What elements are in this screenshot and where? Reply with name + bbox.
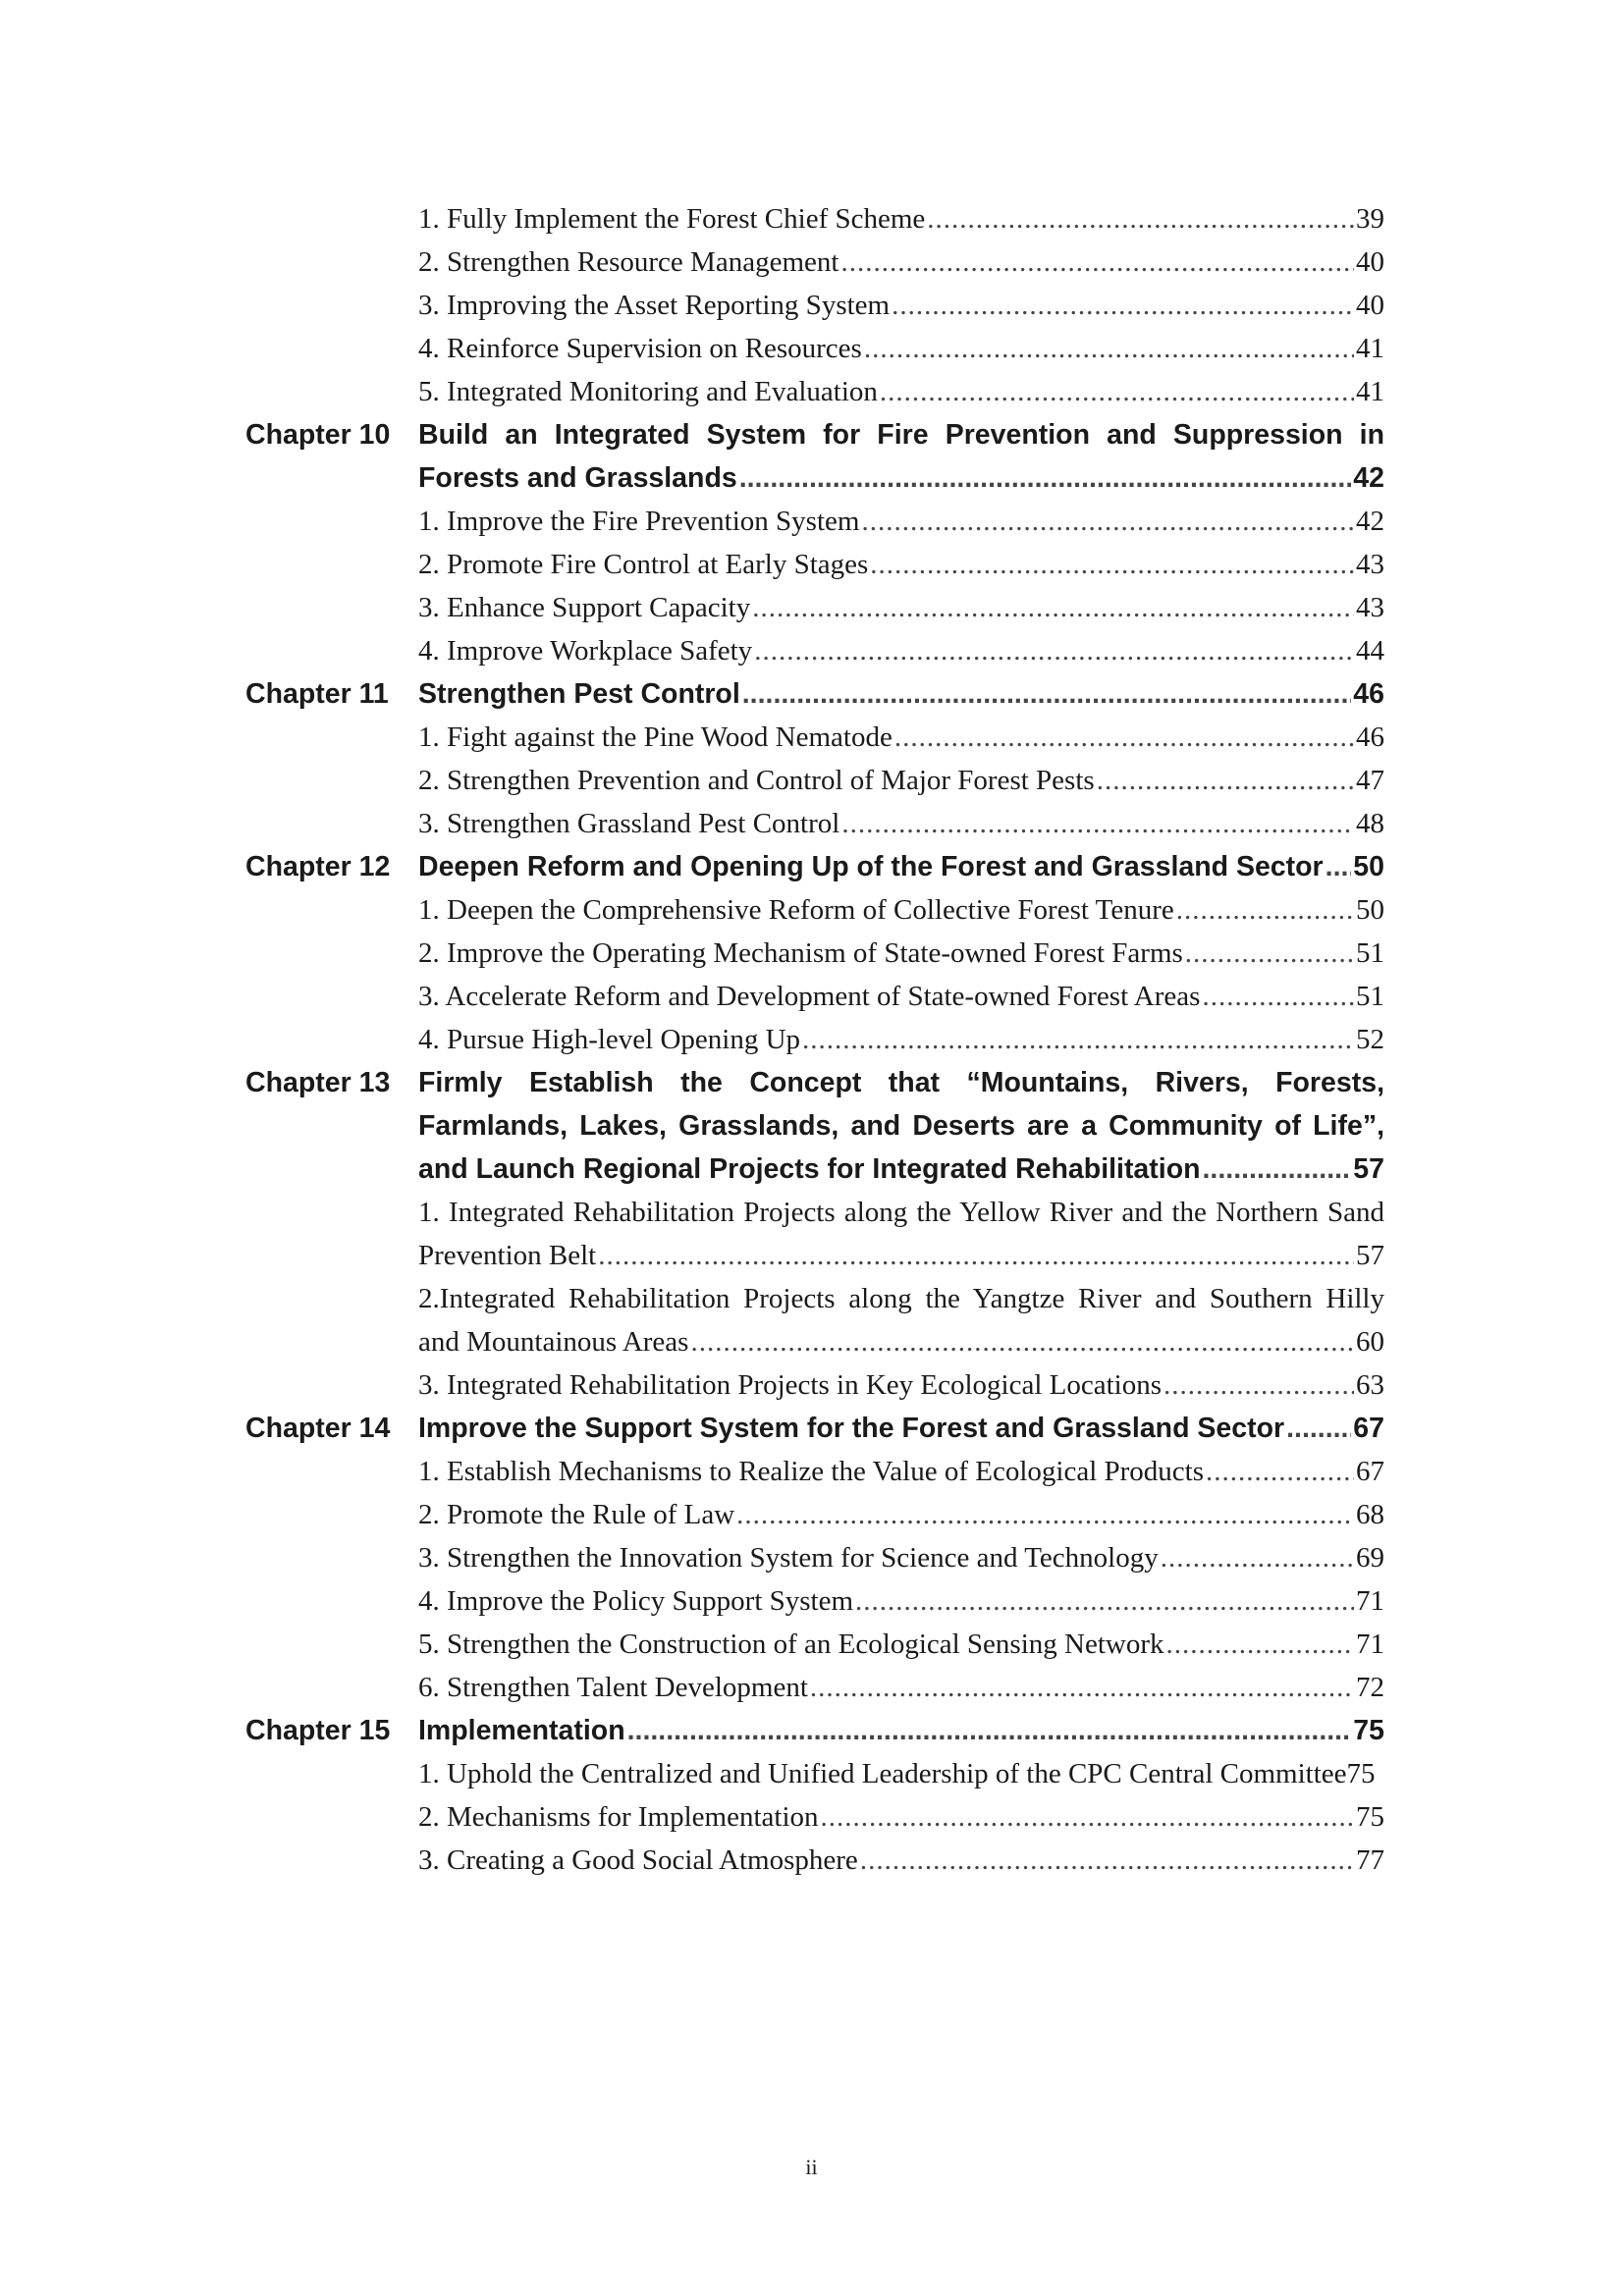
dot-leader — [841, 802, 1354, 845]
toc-entry[interactable] — [418, 543, 1384, 586]
toc-entry[interactable] — [418, 629, 1384, 672]
toc-entry-title: 5. Strengthen the Construction of an Ecological Sensing Network — [418, 1629, 1164, 1660]
dot-leader — [739, 456, 1352, 500]
dot-leader — [860, 1839, 1354, 1882]
toc-entry[interactable] — [418, 932, 1384, 975]
toc-entry[interactable] — [418, 1277, 1384, 1363]
chapter-label: Chapter 11 — [245, 678, 389, 710]
toc-entry-page: 71 — [1356, 1585, 1384, 1617]
toc-entry-page: 42 — [1356, 506, 1384, 537]
toc-entry-title: 1. Improve the Fire Prevention System — [418, 506, 860, 537]
toc-entry-page: 39 — [1356, 203, 1384, 235]
toc-entry-title-line: Prevention Belt — [418, 1240, 597, 1271]
toc-entry-title: 4. Pursue High-level Opening Up — [418, 1024, 801, 1055]
toc-entry-title-line: and Mountainous Areas — [418, 1326, 689, 1358]
toc-entry[interactable] — [418, 1795, 1384, 1839]
dot-leader — [1286, 1407, 1351, 1450]
toc-entry-title: 2. Promote the Rule of Law — [418, 1499, 735, 1530]
chapter-title: Deepen Reform and Opening Up of the Forest and Grassland Sector — [418, 851, 1324, 882]
dot-leader — [1325, 845, 1352, 888]
toc-entry[interactable] — [418, 1493, 1384, 1536]
toc-entry-page: 75 — [1346, 1758, 1376, 1789]
dot-leader — [1166, 1623, 1355, 1666]
dot-leader — [1176, 888, 1354, 932]
toc-entry[interactable] — [418, 1450, 1384, 1493]
toc-entry-page: 63 — [1356, 1369, 1384, 1401]
toc-entry[interactable] — [418, 802, 1384, 845]
toc-entry-title: 1. Deepen the Comprehensive Reform of Collective Forest Tenure — [418, 894, 1174, 926]
chapter-label: Chapter 12 — [245, 851, 391, 882]
toc-entry-page: 46 — [1353, 678, 1384, 710]
toc-entry-page: 75 — [1356, 1801, 1384, 1833]
toc-entry-page: 50 — [1356, 894, 1384, 926]
toc-entry[interactable] — [418, 1623, 1384, 1666]
toc-entry-page: 46 — [1356, 721, 1384, 753]
toc-entry-page: 40 — [1356, 290, 1384, 321]
toc-entry-title: 4. Reinforce Supervision on Resources — [418, 333, 862, 364]
chapter-title-line: Farmlands, Lakes, Grasslands, and Deserts are a Community of Life”, — [418, 1110, 1384, 1142]
toc-entry-title: 3. Integrated Rehabilitation Projects in Key Ecological Locations — [418, 1369, 1163, 1401]
toc-entry-title: 3. Improving the Asset Reporting System — [418, 290, 891, 321]
chapter-title-line: and Launch Regional Projects for Integrated Rehabilitation — [418, 1153, 1201, 1185]
toc-entry-title: 1. Uphold the Centralized and Unified Leadership of the CPC Central Committee — [418, 1758, 1347, 1789]
chapter-title-line: Forests and Grasslands — [418, 462, 737, 494]
dot-leader — [1202, 975, 1354, 1018]
toc-entry-page: 51 — [1356, 981, 1384, 1012]
dot-leader — [1185, 932, 1354, 975]
toc-chapter-15[interactable] — [245, 1709, 1384, 1752]
toc-entry-page: 41 — [1356, 376, 1384, 407]
toc-entry-page: 42 — [1353, 462, 1384, 494]
toc-entry-page: 57 — [1356, 1240, 1384, 1271]
chapter-title-line: Build an Integrated System for Fire Prevention and Suppression in — [418, 419, 1384, 451]
toc-entry[interactable] — [418, 284, 1384, 327]
toc-entry-title: 5. Integrated Monitoring and Evaluation — [418, 376, 878, 407]
toc-entry-title: 3. Enhance Support Capacity — [418, 592, 751, 623]
toc-entry-title: 1. Establish Mechanisms to Realize the Value of Ecological Products — [418, 1456, 1205, 1487]
dot-leader — [742, 672, 1352, 716]
toc-entry[interactable] — [418, 240, 1384, 284]
toc-entry-page: 43 — [1356, 549, 1384, 580]
toc-entry-page: 67 — [1353, 1413, 1384, 1444]
toc-entry-page: 40 — [1356, 246, 1384, 278]
toc-entry[interactable] — [418, 1839, 1384, 1882]
dot-leader — [1163, 1363, 1354, 1407]
dot-leader — [690, 1320, 1354, 1363]
toc-entry-page: 51 — [1356, 937, 1384, 969]
chapter-label: Chapter 13 — [245, 1067, 391, 1098]
page-number: ii — [805, 2155, 818, 2179]
toc-entry-page: 41 — [1356, 333, 1384, 364]
dot-leader — [855, 1579, 1354, 1623]
toc-entry[interactable] — [418, 327, 1384, 370]
toc-entry-title: 2. Improve the Operating Mechanism of State-owned Forest Farms — [418, 937, 1183, 969]
dot-leader — [810, 1666, 1354, 1709]
toc-entry-page: 43 — [1356, 592, 1384, 623]
toc-entry[interactable] — [418, 975, 1384, 1018]
dot-leader — [927, 197, 1354, 240]
dot-leader — [894, 716, 1354, 759]
toc-entry-title: 2. Strengthen Resource Management — [418, 246, 839, 278]
toc-entry-page: 68 — [1356, 1499, 1384, 1530]
chapter-label: Chapter 14 — [245, 1413, 391, 1444]
toc-entry-page: 72 — [1356, 1672, 1384, 1703]
toc-entry-title: 1. Fully Implement the Forest Chief Scheme — [418, 203, 926, 235]
toc-chapter-11[interactable] — [245, 672, 1384, 716]
toc-entry-title: 2. Promote Fire Control at Early Stages — [418, 549, 869, 580]
dot-leader — [1206, 1450, 1354, 1493]
toc-entry[interactable] — [418, 1191, 1384, 1277]
toc-entry[interactable] — [418, 1752, 1384, 1795]
dot-leader — [1097, 759, 1354, 802]
dot-leader — [840, 240, 1354, 284]
toc-entry-page: 50 — [1353, 851, 1384, 882]
dot-leader — [754, 629, 1354, 672]
toc-entry-title: 4. Improve Workplace Safety — [418, 635, 753, 667]
dot-leader — [1161, 1536, 1354, 1579]
toc-entry-page: 44 — [1356, 635, 1384, 667]
toc-entry-title: 1. Fight against the Pine Wood Nematode — [418, 721, 893, 753]
toc-entry-page: 67 — [1356, 1456, 1384, 1487]
chapter-title-line: Firmly Establish the Concept that “Mountains, Rivers, Forests, — [418, 1067, 1384, 1098]
toc-entry[interactable] — [418, 1536, 1384, 1579]
toc-entry-page: 71 — [1356, 1629, 1384, 1660]
toc-entry[interactable] — [418, 759, 1384, 802]
dot-leader — [861, 500, 1354, 543]
toc-entry[interactable] — [418, 1018, 1384, 1061]
table-of-contents — [245, 197, 1384, 1882]
toc-entry-page: 77 — [1356, 1844, 1384, 1876]
dot-leader — [1203, 1148, 1352, 1191]
toc-entry-title-line: 1. Integrated Rehabilitation Projects along the Yellow River and the Northern Sand — [418, 1197, 1384, 1228]
chapter-label: Chapter 10 — [245, 419, 391, 451]
toc-entry[interactable] — [418, 197, 1384, 240]
dot-leader — [864, 327, 1354, 370]
toc-chapter-10[interactable] — [245, 413, 1384, 500]
chapter-title: Strengthen Pest Control — [418, 678, 740, 710]
toc-chapter-13[interactable] — [245, 1061, 1384, 1191]
toc-entry-page: 75 — [1353, 1715, 1384, 1746]
toc-entry-title: 3. Strengthen the Innovation System for Science and Technology — [418, 1542, 1159, 1574]
toc-entry-title: 2. Mechanisms for Implementation — [418, 1801, 819, 1833]
dot-leader — [627, 1709, 1352, 1752]
dot-leader — [870, 543, 1354, 586]
toc-entry-page: 60 — [1356, 1326, 1384, 1358]
dot-leader — [802, 1018, 1354, 1061]
chapter-label: Chapter 15 — [245, 1715, 391, 1746]
dot-leader — [752, 586, 1354, 629]
toc-entry[interactable] — [418, 500, 1384, 543]
toc-entry[interactable] — [418, 1579, 1384, 1623]
dot-leader — [880, 370, 1354, 413]
toc-entry-page: 69 — [1356, 1542, 1384, 1574]
dot-leader — [892, 284, 1354, 327]
toc-entry-page: 57 — [1353, 1153, 1384, 1185]
toc-entry[interactable] — [418, 1363, 1384, 1407]
dot-leader — [598, 1234, 1354, 1277]
toc-entry-page: 48 — [1356, 808, 1384, 839]
toc-entry-title: 2. Strengthen Prevention and Control of Major Forest Pests — [418, 765, 1095, 796]
toc-entry[interactable] — [418, 1666, 1384, 1709]
toc-entry-title: 3. Accelerate Reform and Development of State-owned Forest Areas — [418, 981, 1201, 1012]
dot-leader — [736, 1493, 1354, 1536]
toc-chapter-14[interactable] — [245, 1407, 1384, 1450]
dot-leader — [821, 1795, 1354, 1839]
toc-entry[interactable] — [418, 586, 1384, 629]
toc-entry[interactable] — [418, 716, 1384, 759]
toc-entry[interactable] — [418, 888, 1384, 932]
toc-entry-page: 52 — [1356, 1024, 1384, 1055]
toc-entry-title-line: 2.Integrated Rehabilitation Projects along the Yangtze River and Southern Hilly — [418, 1283, 1384, 1314]
toc-entry-page: 47 — [1356, 765, 1384, 796]
toc-entry-title: 3. Strengthen Grassland Pest Control — [418, 808, 840, 839]
chapter-title: Implementation — [418, 1715, 625, 1746]
chapter-title: Improve the Support System for the Forest and Grassland Sector — [418, 1413, 1285, 1444]
toc-entry-title: 3. Creating a Good Social Atmosphere — [418, 1844, 858, 1876]
toc-chapter-12[interactable] — [245, 845, 1384, 888]
toc-entry-title: 4. Improve the Policy Support System — [418, 1585, 854, 1617]
toc-entry-title: 6. Strengthen Talent Development — [418, 1672, 808, 1703]
toc-entry[interactable] — [418, 370, 1384, 413]
